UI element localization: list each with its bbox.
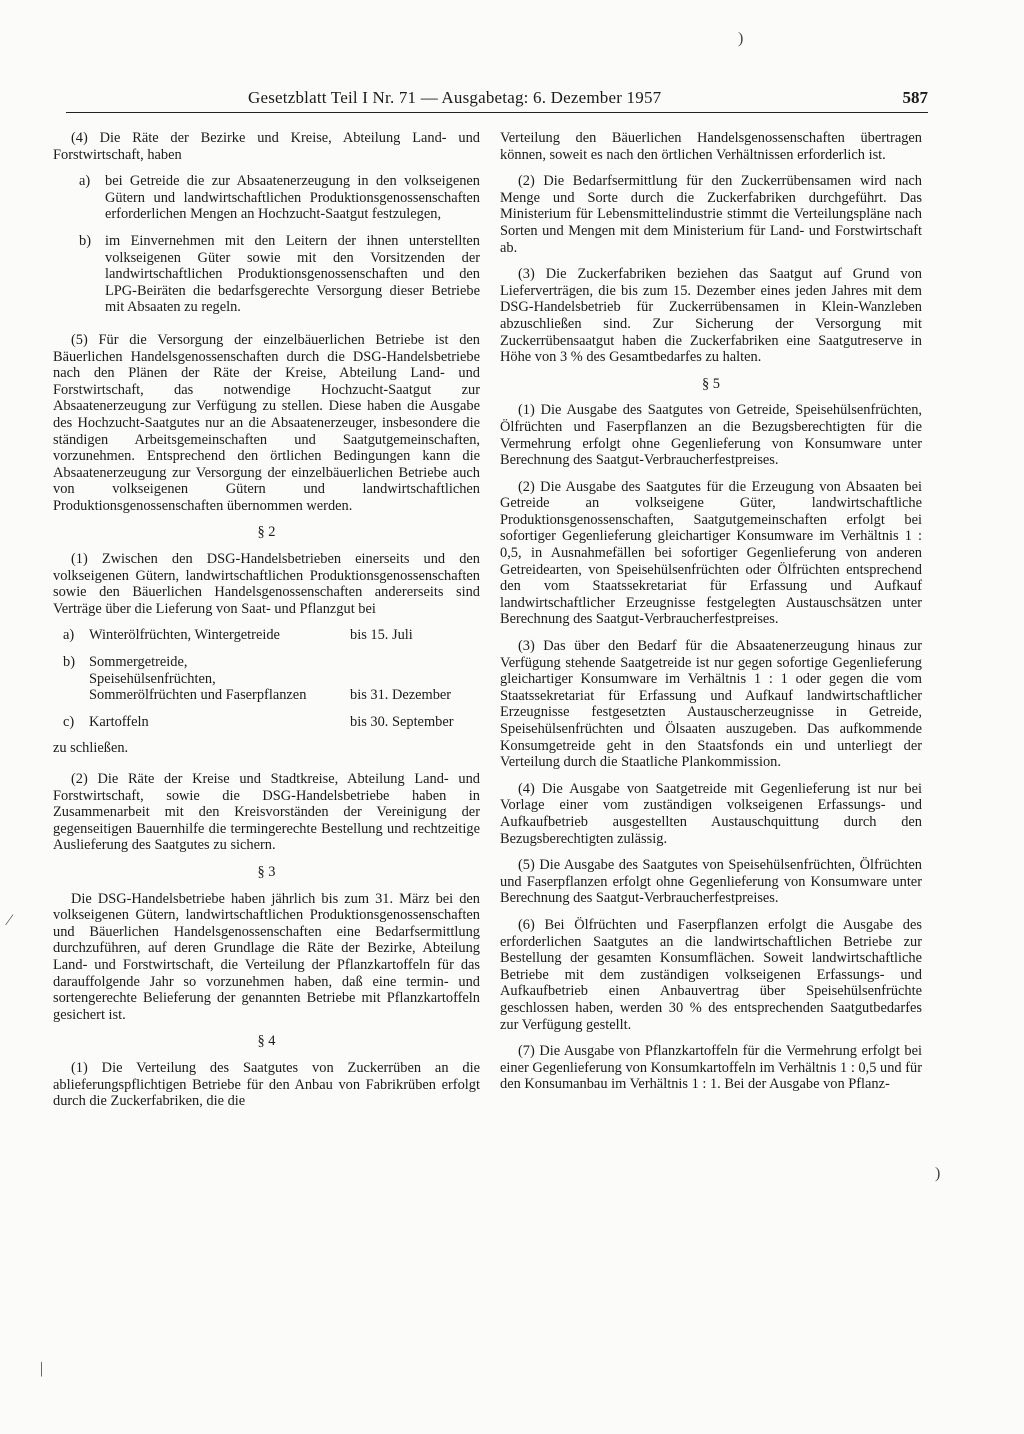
deadline-crop: Sommergetreide, Speisehülsenfrüchten, Sommerölfrüchten und Faserpflanzen (89, 654, 307, 704)
paragraph-4-intro: (4) Die Räte der Bezirke und Kreise, Abteilung Land- und Forstwirtschaft, haben (53, 130, 480, 163)
list-item-b (53, 233, 480, 316)
deadline-crop: Winterölfrüchten, Wintergetreide (89, 627, 280, 644)
section-4-continuation: Verteilung den Bäuerlichen Handelsgenossenschaften übertragen können, soweit es nach den örtlichen Verhältnissen erforderlich ist. (500, 130, 922, 163)
section-3-paragraph: Die DSG-Handelsbetriebe haben jährlich bis zum 31. März bei den volkseigenen Gütern, landwirtschaftlichen Produktionsgenossenschaften und Bäuerlichen Handelsgenossenschaften eine Bedarfsermittlung durchzuführen, auf deren Grundlage die Räte der Bezirke, Abteilung Land- und Forstwirtschaft, die Verteilung der Pflanzkartoffeln für das darauffolgende Jahr so vorzunehmen haben, daß eine termin- und sortengerechte Belieferung der genannten Betriebe mit Pflanzkartoffeln gesichert ist. (53, 890, 480, 1023)
section-5-paragraph-6: (6) Bei Ölfrüchten und Faserpflanzen erfolgt die Ausgabe des erforderlichen Saatgutes an die landwirtschaftlichen Betriebe zur Bestellung der gesamten Konsumflächen. Soweit landwirtschaftliche Betriebe mit dem zuständigen volkseigenen Erfassungs- und Aufkaufbetrieb einen Anbauvertrag über Speisehülsenfrüchte geschlossen haben, werden 30 % des entsprechenden Saatgutbedarfes zur Verfügung gestellt. (500, 916, 922, 1033)
section-2-paragraph-1: (1) Zwischen den DSG-Handelsbetrieben einerseits und den volkseigenen Gütern, landwirtschaftlichen Produktionsgenossenschaften sowie den Bäuerlichen Handelsgenossenschaften andererseits sind Verträge über die Lieferung von Saat- und Pflanzgut bei (53, 551, 480, 617)
section-5-paragraph-5: (5) Die Ausgabe des Saatgutes von Speisehülsenfrüchten, Ölfrüchten und Faserpflanzen erfolgt ohne Gegenlieferung von Konsumware unter Berechnung des Saatgut-Verbraucherfestpreises. (500, 857, 922, 907)
deadline-marker: c) (63, 713, 75, 730)
page-number: 587 (902, 88, 928, 107)
list-marker: a) (79, 173, 91, 190)
deadline-date: bis 30. September (350, 713, 454, 730)
margin-mark: | (40, 1360, 44, 1377)
page-header (66, 88, 928, 110)
section-heading-2: § 2 (257, 524, 276, 541)
section-5-paragraph-2: (2) Die Ausgabe des Saatgutes für die Erzeugung von Absaaten bei Getreide an volkseigene Güter, landwirtschaftliche Produktionsgenossenschaften, Saatgutgemeinschaften erfolgt bei sofortiger Gegenlieferung gleichartiger Konsumware im Verhältnis 1 : 0,5, in Ausnahmefällen bei sofortiger Gegenlieferung von anderen Getreidearten, von Speisehülsenfrüchten oder Ölfrüchten entsprechend den vom Staatssekretariat für Erfassung und Aufkauf landwirtschaftlicher Erzeugnisse festgelegten Austauschsätzen unter Berechnung des Saatgut-Verbraucherfestpreises. (500, 478, 922, 628)
deadline-row-b (53, 654, 480, 704)
list-item-a (53, 173, 480, 223)
section-heading-4: § 4 (257, 1033, 276, 1050)
section-4-paragraph-1: (1) Die Verteilung des Saatgutes von Zuckerrüben an die ablieferungspflichtigen Betriebe für den Anbau von Fabrikrüben erfolgt durch die Zuckerfabriken, die die (53, 1059, 480, 1110)
section-2-closing: zu schließen. (53, 740, 129, 757)
list-marker: b) (79, 232, 91, 249)
section-heading-3: § 3 (257, 863, 276, 880)
section-2-paragraph-2: (2) Die Räte der Kreise und Stadtkreise, Abteilung Land- und Forstwirtschaft, sowie die DSG-Handelsbetriebe haben in Zusammenarbeit mit den Kreisvorständen der Vereinigung der gegenseitigen Bauernhilfe die termingerechte Bestellung und rechtzeitige Auslieferung des Saatgutes zu sichern. (53, 771, 480, 854)
deadline-marker: a) (63, 627, 75, 644)
section-5-paragraph-3: (3) Das über den Bedarf für die Absaatenerzeugung hinaus zur Verfügung stehende Saatgetreide ist nur gegen sofortige Gegenlieferung gleichartiger Konsumware im Verhältnis 1 : 1 oder gegen die vom Staatssekretariat für Erfassung und Aufkauf landwirtschaftlicher Erzeugnisse festgesetzten Austauscherzeugnisse in Getreide, Speisehülsenfrüchten und Ölsaaten auszugeben. Das aufkommende Konsumgetreide geht in den Staatsfonds ein und unterliegt der Verteilung durch die Staatliche Plankommission. (500, 638, 922, 771)
section-5-paragraph-4: (4) Die Ausgabe von Saatgetreide mit Gegenlieferung ist nur bei Vorlage einer vom zuständigen volkseigenen Erfassungs- und Aufkaufbetrieb ausgestellten Austauschquittung durch den Bezugsberechtigten zulässig. (500, 780, 922, 847)
list-text: im Einvernehmen mit den Leitern der ihnen unterstellten volkseigenen Güter sowie mit den Vorsitzenden der landwirtschaftlichen Produktionsgenossenschaften und den LPG-Beiräten die bedarfsgerechte Versorgung dieser Betriebe mit Absaaten zu regeln. (105, 232, 480, 316)
margin-mark: ⁄ (8, 912, 11, 929)
deadline-date: bis 31. Dezember (350, 687, 452, 704)
deadline-row-a (53, 627, 480, 644)
section-5-paragraph-7: (7) Die Ausgabe von Pflanzkartoffeln für die Vermehrung erfolgt bei einer Gegenlieferung von Konsumkartoffeln im Verhältnis 1 : 0,5 und für den Konsumanbau im Verhältnis 1 : 1. Bei der Ausgabe von Pflanz- (500, 1043, 922, 1093)
header-title: Gesetzblatt Teil I Nr. 71 — Ausgabetag: 6. Dezember 1957 (248, 88, 662, 107)
margin-mark: ) (935, 1165, 941, 1182)
margin-mark: ) (738, 30, 744, 47)
section-heading-5: § 5 (702, 375, 720, 392)
header-rule (66, 112, 928, 113)
deadline-marker: b) (63, 654, 75, 671)
deadline-crop: Kartoffeln (89, 713, 149, 730)
section-5-paragraph-1: (1) Die Ausgabe des Saatgutes von Getreide, Speisehülsenfrüchten, Ölfrüchten und Faserpflanzen an die Bezugsberechtigten für die Vermehrung erfolgt ohne Gegenlieferung von Konsumware unter Berechnung des Saatgut-Verbraucherfestpreises. (500, 402, 922, 469)
deadline-date: bis 15. Juli (350, 627, 413, 644)
section-4-paragraph-3: (3) Die Zuckerfabriken beziehen das Saatgut auf Grund von Lieferverträgen, die bis zum 15. Dezember eines jeden Jahres mit dem DSG-Handelsbetrieb für Zuckerrübensamen in Klein-Wanzleben abzuschließen sind. Zur Sicherung der Versorgung mit Zuckerrübensaatgut haben die Zuckerfabriken eine Saatgutreserve in Höhe von 3 % des Gesamtbedarfes zu halten. (500, 266, 922, 366)
right-column (500, 130, 922, 1103)
list-text: bei Getreide die zur Absaatenerzeugung in den volkseigenen Gütern und landwirtschaftlichen Produktionsgenossenschaften erforderlichen Mengen an Hochzucht-Saatgut festzulegen, (105, 173, 480, 223)
paragraph-5: (5) Für die Versorgung der einzelbäuerlichen Betriebe ist den Bäuerlichen Handelsgenossenschaften durch die DSG-Handelsbetriebe nach den Plänen der Räte der Kreise, Abteilung Land- und Forstwirtschaft, das notwendige Hochzucht-Saatgut zur Absaatenerzeugung zur Verfügung zu stellen. Diese haben die Ausgabe des Hochzucht-Saatgutes nur an die Absaatenerzeuger, insbesondere die ständigen Arbeitsgemeinschaften und Saatgutgemeinschaften, vorzunehmen. Entsprechend den örtlichen Bedingungen kann die Absaatenerzeugung zur Versorgung der einzelbäuerlichen Betriebe auch von volkseigenen Gütern und landwirtschaftlichen Produktionsgenossenschaften übernommen werden. (53, 331, 480, 514)
left-column (53, 130, 480, 1120)
deadline-row-c (53, 714, 480, 731)
section-4-paragraph-2: (2) Die Bedarfsermittlung für den Zuckerrübensamen wird nach Menge und Sorte durch die Zuckerfabriken durchgeführt. Das Ministerium für Lebensmittelindustrie stimmt die Verteilungspläne nach Sorten und Mengen mit dem Ministerium für Land- und Forstwirtschaft ab. (500, 173, 922, 256)
